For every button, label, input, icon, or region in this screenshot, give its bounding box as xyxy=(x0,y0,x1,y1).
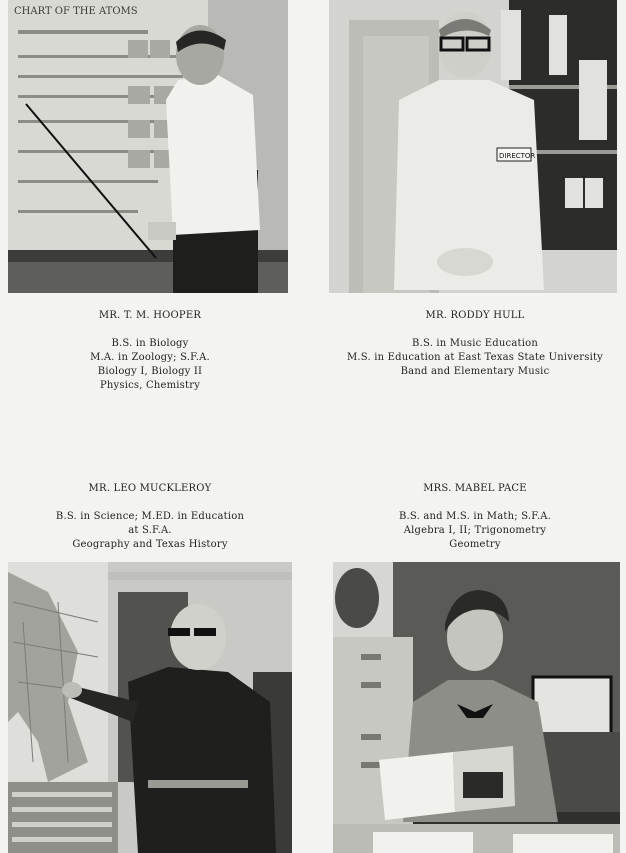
teacher-credential: M.S. in Education at East Texas State University xyxy=(346,352,604,363)
caption-pace xyxy=(345,482,605,552)
teacher-name: MR. RODDY HULL xyxy=(425,310,525,321)
photo-hull xyxy=(329,0,617,293)
photo-muckleroy xyxy=(8,562,292,853)
director-badge-text: DIRECTOR xyxy=(499,152,536,160)
teacher-subjects: Biology I, Biology II xyxy=(97,366,203,377)
photo-hooper-art xyxy=(8,0,288,293)
photo-pace-art xyxy=(333,562,620,853)
teacher-subjects: Algebra I, II; Trigonometry xyxy=(403,525,547,536)
photo-hull-art xyxy=(329,0,617,293)
teacher-credential: B.S. and M.S. in Math; S.F.A. xyxy=(398,511,552,522)
teacher-subjects: Geography and Texas History xyxy=(72,539,228,550)
teacher-credential: B.S. in Music Education xyxy=(412,338,538,349)
caption-hull xyxy=(345,309,605,379)
teacher-credential: B.S. in Science; M.ED. in Education xyxy=(55,511,245,522)
chart-title-text: CHART OF THE ATOMS xyxy=(14,6,138,17)
caption-muckleroy xyxy=(40,482,260,552)
teacher-subjects: Physics, Chemistry xyxy=(99,380,201,391)
teacher-credential: B.S. in Biology xyxy=(111,338,189,349)
photo-hooper xyxy=(8,0,288,293)
teacher-name: MRS. MABEL PACE xyxy=(423,483,527,494)
caption-hooper xyxy=(40,309,260,393)
photo-pace xyxy=(333,562,620,853)
teacher-credential: M.A. in Zoology; S.F.A. xyxy=(90,352,210,363)
teacher-name: MR. LEO MUCKLEROY xyxy=(88,483,212,494)
photo-muckleroy-art xyxy=(8,562,292,853)
teacher-name: MR. T. M. HOOPER xyxy=(98,310,202,321)
teacher-subjects: Band and Elementary Music xyxy=(400,366,550,377)
teacher-credential: at S.F.A. xyxy=(128,525,172,536)
teacher-subjects: Geometry xyxy=(449,539,501,550)
